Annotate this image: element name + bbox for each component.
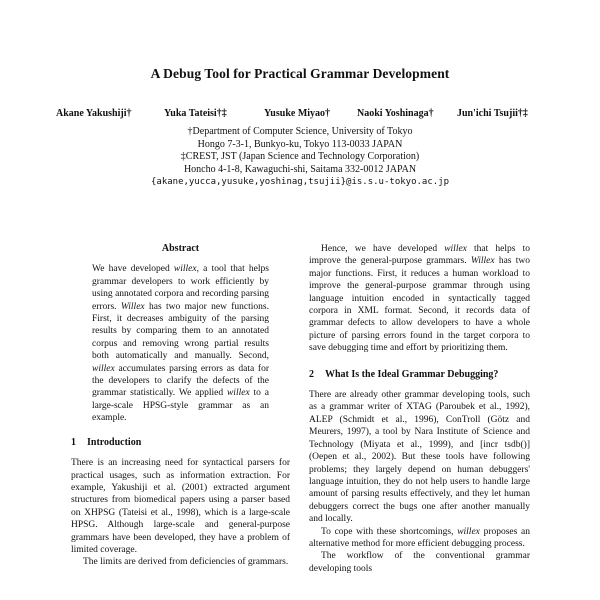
- affiliation-line: †Department of Computer Science, University of Tokyo: [187, 126, 413, 137]
- affiliation-block: [0, 126, 600, 189]
- right-column: [309, 243, 530, 575]
- abstract-body: [71, 263, 290, 424]
- left-column: [71, 243, 290, 569]
- author-name: Jun'ichi Tsujii†‡: [457, 108, 528, 119]
- affiliation-line: Honcho 4-1-8, Kawaguchi-shi, Saitama 332-0012 JAPAN: [183, 163, 417, 175]
- author-name: Naoki Yoshinaga†: [357, 108, 434, 119]
- section-title: Introduction: [87, 436, 142, 448]
- body-paragraph: Hence, we have developed willex that helps to improve the general-purpose grammars. Willex has two major functions. First, it reduces a human workload to improve the general-purpose grammar through using language intuition encoded in syntactically tagged corpora in XML format. Second, it records data of grammar defects to allow developers to have a whole picture of parsing errors found in the target corpora to save debugging time and effort by prioritizing them.: [309, 244, 530, 354]
- email-line: {akane,yucca,yusuke,yoshinag,tsujii}@is.s.u-tokyo.ac.jp: [150, 177, 449, 187]
- author-name: Akane Yakushiji†: [56, 108, 132, 119]
- affiliation-line: ‡CREST, JST (Japan Science and Technology Corporation): [180, 151, 420, 162]
- body-paragraph: There are already other grammar developing tools, such as a grammar writer of XTAG (Paroubek et al., 1992), ALEP (Schmidt et al., 1996), ConTroll (Götz and Meurers, 1997), a tool by Nara Institute of Science and Technology (Miyata et al., 1999), and [incr tsdb()] (Oepen et al., 2002). But these tools have following problems; they largely depend on human debuggers' language intuition, they do not help users to handle large amount of parsing results effectively, and they let human debuggers correct the bugs one after another manually and locally.: [309, 390, 530, 525]
- section-heading: [309, 369, 530, 381]
- affiliation-line: Hongo 7-3-1, Bunkyo-ku, Tokyo 113-0033 JAPAN: [197, 138, 403, 150]
- section-number: 1: [71, 436, 76, 448]
- body-paragraph: The workflow of the conventional grammar developing tools: [309, 551, 530, 574]
- section-number: 2: [309, 368, 314, 380]
- abstract-heading: Abstract: [161, 243, 200, 254]
- abstract-text: We have developed willex, a tool that helps grammar developers to work efficiently by using annotated corpora and recording parsing errors. Willex has two major new functions. First, it decreases ambiguity of the parsing results by comparing them to an annotated corpus and removing wrong partial results both automatically and manually. Second, willex accumulates parsing errors as data for the developers to clarify the defects of the grammar statistically. We applied willex to a large-scale HPSG-style grammar as an example.: [92, 264, 270, 424]
- body-paragraph: The limits are derived from deficiencies of grammars.: [83, 557, 289, 568]
- body-paragraph: To cope with these shortcomings, willex proposes an alternative method for more efficient debugging process.: [309, 526, 530, 549]
- body-paragraph: There is an increasing need for syntactical parsers for practical usages, such as information extraction. For example, Yakushiji et al. (2001) extracted argument structures from biomedical papers using a parser based on XHPSG (Tateisi et al., 1998), which is a large-scale HPSG. Although large-scale and general-purpose grammars have been developed, they have a problem of limited coverage.: [71, 458, 290, 555]
- author-name: Yuka Tateisi†‡: [164, 108, 227, 119]
- section-title: What Is the Ideal Grammar Debugging?: [325, 368, 499, 380]
- paper-title: A Debug Tool for Practical Grammar Development: [150, 66, 450, 81]
- author-name: Yusuke Miyao†: [264, 108, 331, 119]
- section-heading: [71, 437, 290, 449]
